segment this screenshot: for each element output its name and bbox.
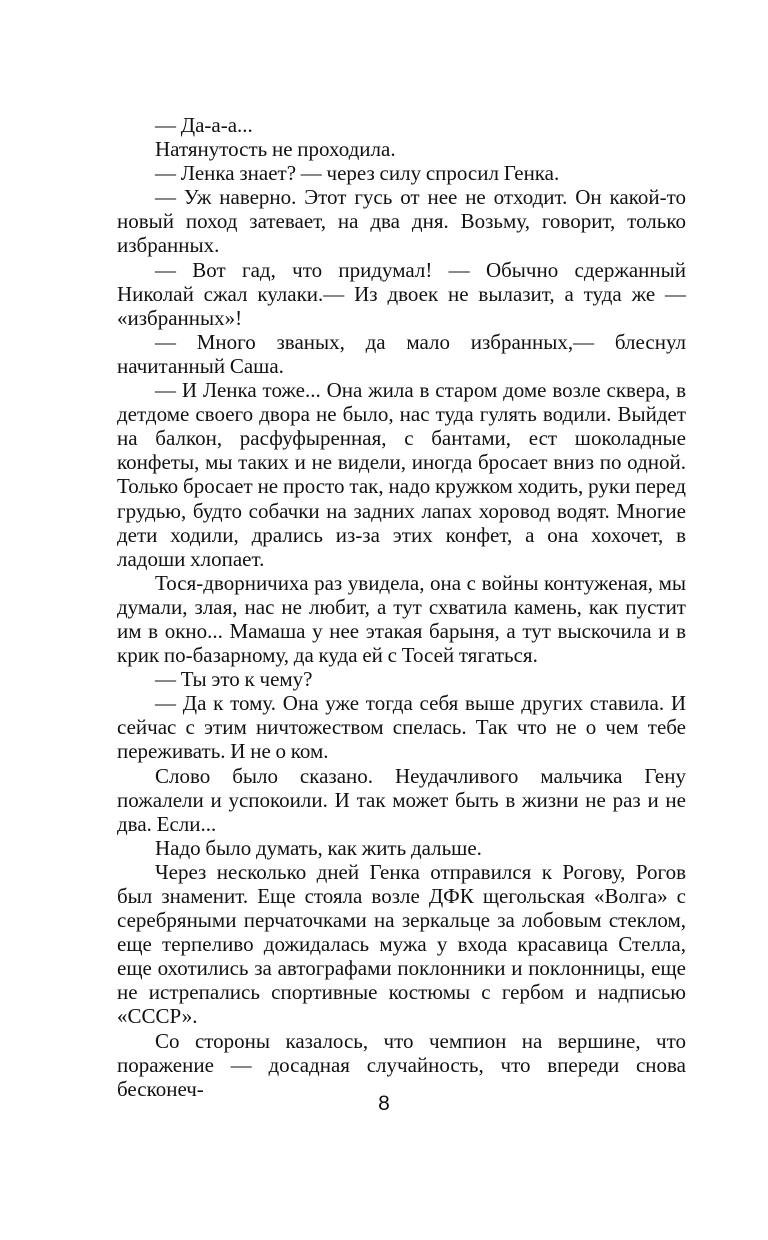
paragraph: — Вот гад, что придумал! — Обычно сдержанный Николай сжал кулаки.— Из двоек не вылазит, а туда же — «избранных»! xyxy=(117,257,686,330)
paragraph: — Да-а-а... xyxy=(155,113,253,137)
paragraph: — Ты это к чему? xyxy=(155,667,313,692)
paragraph: Натянутость не проходила. xyxy=(155,137,396,162)
paragraph: Со стороны казалось, что чемпион на вершине, что поражение — досадная случайность, что впереди снова бесконеч- xyxy=(117,1028,686,1101)
paragraph: Тося-дворничиха раз увидела, она с войны контуженая, мы думали, злая, нас не любит, а тут схватила камень, как пустит им в окно... Мамаша у нее этакая барыня, а тут выскочила и в крик по-базарному, да куда ей с Тосей тягаться. xyxy=(117,570,686,668)
paragraph: — Ленка знает? — через силу спросил Генка. xyxy=(155,161,560,186)
page-number: 8 xyxy=(378,1092,390,1115)
paragraph: — И Ленка тоже... Она жила в старом доме возле сквера, в детдоме своего двора не было, нас туда гулять водили. Выйдет на балкон, расфуфыренная, с бантами, ест шоколадные конфеты, мы таких и не видели, иногда бросает вниз по одной. Только бросает не просто так, надо кружком ходить, руки перед грудью, будто собачки на задних лапах хоровод водят. Многие дети ходили, дрались из-за этих конфет, а она хохочет, в ладоши хлопает. xyxy=(117,378,686,571)
paragraph: — Много званых, да мало избранных,— блеснул начитанный Саша. xyxy=(117,329,686,378)
paragraph: Надо было думать, как жить дальше. xyxy=(155,835,482,860)
paragraph: — Уж наверно. Этот гусь от нее не отходит. Он какой-то новый поход затевает, на два дня. Возьму, говорит, только избранных. xyxy=(117,185,686,258)
paragraph: Через несколько дней Генка отправился к Рогову, Рогов был знаменит. Еще стояла возле ДФК щегольская «Волга» с серебряными перчаточками на зеркальце за лобовым стеклом, еще терпеливо дожидалась мужа у входа красавица Стелла, еще охотились за автографами поклонники и поклонницы, еще не истрепались спортивные костюмы с гербом и надписью «СССР». xyxy=(117,859,686,1029)
paragraph: Слово было сказано. Неудачливого мальчика Гену пожалели и успокоили. И так может быть в жизни не раз и не два. Если... xyxy=(117,763,686,836)
body-text xyxy=(117,113,686,1101)
paragraph: — Да к тому. Она уже тогда себя выше других ставила. И сейчас с этим ничтожеством спелась. Так что не о чем тебе переживать. И не о ком. xyxy=(117,691,686,764)
